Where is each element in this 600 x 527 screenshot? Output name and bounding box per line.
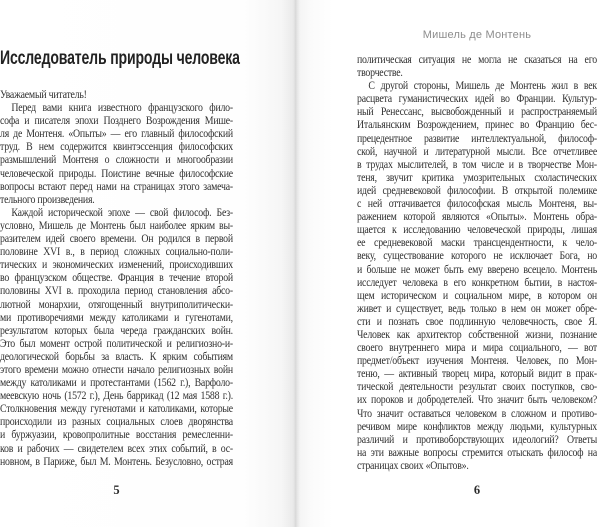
text-line: ее средневековой маски трансцендентности, к чело- xyxy=(357,237,597,250)
text-line: разителем идей своего времени. Он родился в первой xyxy=(0,233,233,246)
text-line: их пороков и добродетелей. Что значит быть человеком? xyxy=(357,394,597,407)
text-line: в трудах мыслителей, в том числе и в творчестве Мон- xyxy=(357,158,597,171)
text-line: вопросы встают перед нами на страницах этого замеча- xyxy=(0,180,233,193)
text-line: условно, Мишель де Монтень был наиболее ярким вы- xyxy=(0,219,233,232)
text-line: труд. В нем содержится квинтэссенция философских xyxy=(0,141,233,154)
text-line: прецедентное развитие интеллектуальной, философ- xyxy=(357,132,597,145)
text-line: между католиками и протестантами (1562 г.), Варфоло- xyxy=(0,377,233,390)
text-line: половине XVI в., в период сложных социально-поли- xyxy=(0,246,233,259)
text-line: Перед вами книга известного французского фило- xyxy=(11,102,233,115)
text-line: и больше не может быть ему вверено всецело. Монтень xyxy=(357,263,597,276)
text-line: тической деятельности результат своих поступков, сво- xyxy=(357,381,597,394)
text-line: Это был момент острой политической и религиозно-и- xyxy=(0,337,233,350)
text-line: во французском обществе. Франция в течение второй xyxy=(0,272,233,285)
page-right[interactable] xyxy=(296,0,600,527)
text-line: расцвета гуманистических идей во Франции. Культур- xyxy=(357,93,597,106)
page-number-left: 5 xyxy=(113,483,120,497)
text-line: ражением которой являются «Опыты». Монтень обра- xyxy=(357,211,597,224)
text-line: теню, — активный творец мира, который видит в прак- xyxy=(357,368,597,381)
text-line: ный Ренессанс, высвобожденный и распространяемый xyxy=(357,106,597,119)
text-line: щем историческом и социальном мире, в котором он xyxy=(357,289,597,302)
page-left-body xyxy=(0,89,233,469)
text-line: размышлений Монтеня о сложности и многообразии xyxy=(0,154,233,167)
running-header: Мишель де Монтень xyxy=(422,29,532,41)
text-line: идей средневековой философии. В открытой полемике xyxy=(357,184,597,197)
text-line: софа и писателя эпохи Позднего Возрождения Мише- xyxy=(0,115,233,128)
text-line: щается к исследованию человеческой природы, лишая xyxy=(357,224,597,237)
text-line: Столкновения между гугенотами и католиками, которые xyxy=(0,403,233,416)
text-line: С другой стороны, Мишель де Монтень жил в век xyxy=(368,80,597,93)
text-line: новном, в Париже, был М. Монтень. Безусловно, острая xyxy=(0,455,233,468)
text-line: с ней оттачивается философская мысль Монтеня, вы- xyxy=(357,198,597,211)
text-line: Что значит оставаться человеком в сложном и противо- xyxy=(357,407,597,420)
page-number-right: 6 xyxy=(473,483,481,497)
text-line: Каждой исторической эпохе — свой философ. Без- xyxy=(11,206,233,219)
page-left[interactable] xyxy=(0,0,296,527)
text-line: Итальянским Возрождением, принес во Францию бес- xyxy=(357,119,597,132)
page-right-body xyxy=(357,54,597,473)
text-line: результатом которых была череда гражданских войн. xyxy=(0,324,233,337)
text-line: сти и познать свое подлинную человечность, свое Я. xyxy=(357,315,597,328)
text-line: происходили из разных социальных слоев дворянства xyxy=(0,416,233,429)
text-line: речивом мире конфликтов между людьми, культурных xyxy=(357,420,597,433)
text-line: тельного произведения. xyxy=(0,193,95,206)
text-line: человеческой природы. Поистине вечные философские xyxy=(0,167,233,180)
text-line: ской, научной и литературной мысли. Все отчетливее xyxy=(357,145,597,158)
text-line: половины XVI в. проходила период становления абсо- xyxy=(0,285,233,298)
text-line: этого времени можно отнести начало религиозных войн xyxy=(0,363,233,376)
text-line: ми противоречиями между католиками и гугенотами, xyxy=(0,311,233,324)
text-line: живет и существует, ведь только в нем он может обре- xyxy=(357,302,597,315)
text-line: на эти важные вопросы стремится отыскать философ на xyxy=(357,446,597,459)
text-line: теня, звучит критика умозрительных схоластических xyxy=(357,171,597,184)
text-line: предмет/объект изучения Монтеня. Человек, по Мон- xyxy=(357,355,597,368)
text-line: творчестве. xyxy=(357,67,403,80)
text-line: и буржуазии, кровопролитные восстания ремесленни- xyxy=(0,429,233,442)
text-line: веку, существование которого не исключает Бога, но xyxy=(357,250,597,263)
text-line: тических и экономических изменений, происходивших xyxy=(0,259,233,272)
text-line: ков и рабочих — свидетелем всех этих событий, в ос- xyxy=(0,442,233,455)
text-line: деологической борьбы за власть. К ярким событиям xyxy=(0,350,233,363)
text-line: лютной монархии, отягощенный внутриполитически- xyxy=(0,298,233,311)
text-line: Человек как архитектор собственной жизни, познание xyxy=(357,328,597,341)
text-line: исследует человека в его конкретном бытии, в настоя- xyxy=(357,276,597,289)
text-line: различий и противоборствующих идеологий? Ответы xyxy=(357,433,597,446)
chapter-title: Исследователь природы человека xyxy=(0,48,240,69)
text-line: страницах своих «Опытов». xyxy=(357,459,469,472)
text-line: меевскую ночь (1572 г.), День баррикад (12 мая 1588 г.). xyxy=(0,390,233,403)
text-line: своего внутреннего мира и мира социального, — вот xyxy=(357,342,597,355)
text-line: политическая ситуация не могла не сказаться на его xyxy=(357,54,597,66)
text-line: ля де Монтеня. «Опыты» — его главный философский xyxy=(0,128,233,141)
text-line: Уважаемый читатель! xyxy=(0,89,87,101)
